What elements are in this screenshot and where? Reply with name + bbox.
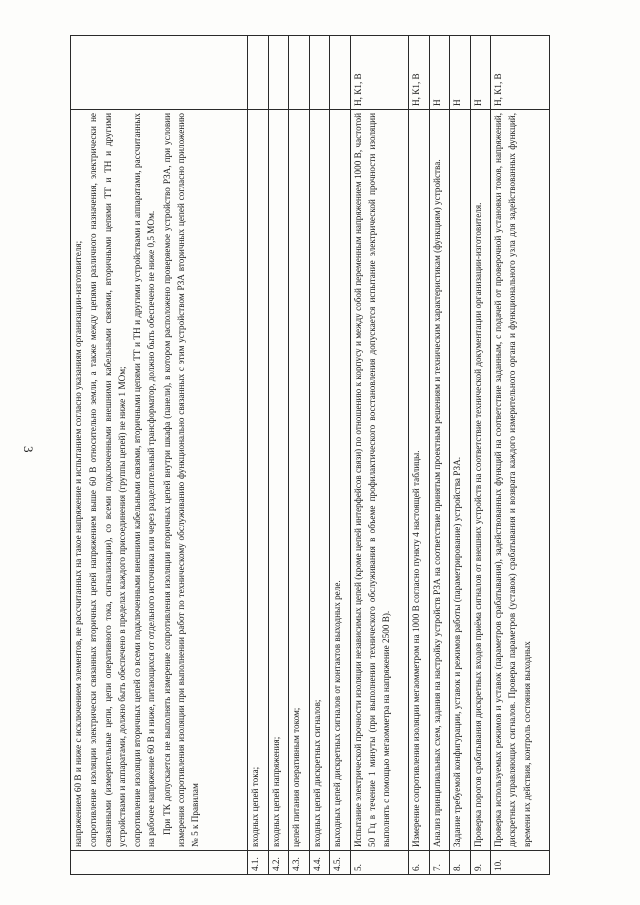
row-number-cell: 6. — [409, 851, 429, 875]
requirement-paragraph: Измерение сопротивления изоляции мегаомметром на 1000 В согласно пункту 4 настоящей таблицы. — [411, 450, 422, 847]
table-row — [248, 36, 268, 875]
row-number-cell: 4.4. — [309, 851, 329, 875]
row-number-cell: 4.2. — [268, 851, 288, 875]
requirement-text-cell — [450, 110, 470, 851]
row-number-cell: 4.3. — [289, 851, 309, 875]
requirement-paragraph: сопротивление изоляции электрически связанных вторичных цепей напряжением выше 60 В относительно земли, а также между цепями различного назначения, электрически не связанными (измерительные цепи, цепи оперативного тока, сигнализации), со всеми подключенными внешними кабельными связями, вторичными цепями ТТ и ТН и другими устройствами и аппаратами, должно быть обеспечено в пределах каждого присоединения (группы цепей) не ниже 1 МОм; — [88, 113, 127, 847]
row-number-cell: 4.1. — [248, 851, 268, 875]
requirement-text-cell — [470, 110, 490, 851]
row-number-cell: 4.5. — [330, 851, 350, 875]
requirement-paragraph: входных цепей дискретных сигналов; — [311, 699, 322, 847]
maintenance-type-cell — [309, 36, 329, 110]
row-number-cell — [71, 851, 248, 875]
table-row — [309, 36, 329, 875]
row-number-cell: 7. — [429, 851, 449, 875]
requirement-text-cell — [330, 110, 350, 851]
maintenance-type-cell: Н, К1, В — [491, 36, 550, 110]
requirement-text-cell — [268, 110, 288, 851]
maintenance-type-cell: Н, К1, В — [409, 36, 429, 110]
requirement-paragraph: входных цепей напряжения; — [270, 736, 281, 847]
row-number-cell: 5. — [350, 851, 409, 875]
requirement-text-cell — [71, 110, 248, 851]
maintenance-type-cell — [289, 36, 309, 110]
rotated-table-container — [70, 35, 550, 875]
requirement-text-cell — [429, 110, 449, 851]
table-row — [350, 36, 409, 875]
table-row — [409, 36, 429, 875]
requirement-paragraph: сопротивление изоляции вторичных цепей со всеми подключенными внешними кабельными связями, вторичными цепями ТТ и ТН и другими устройствами и аппаратами, рассчитанных на рабочее напряжение 60 В и ниже, питающихся от отдельного источника или через разделительный трансформатор, должно быть обеспечено не ниже 0,5 МОм. — [132, 113, 157, 847]
maintenance-type-cell — [248, 36, 268, 110]
table-row — [429, 36, 449, 875]
requirement-text-cell — [350, 110, 409, 851]
table-row — [450, 36, 470, 875]
requirement-paragraph: входных цепей тока; — [250, 766, 261, 847]
requirement-paragraph: При ТК допускается не выполнять измерение сопротивления изоляции вторичных цепей внутри шкафа (панели), в котором расположено проверяемое устройство РЗА, при условии измерения сопротивления изоляции при выполнении работ по техническому обслуживанию функционально связанных с этим устройством РЗА вторичных цепей согласно приложению № 5 к Правилам — [161, 113, 200, 847]
requirement-text-cell — [248, 110, 268, 851]
maintenance-type-cell: Н — [470, 36, 490, 110]
maintenance-type-cell — [268, 36, 288, 110]
requirement-paragraph: выходных цепей дискретных сигналов от контактов выходных реле. — [332, 580, 343, 847]
maintenance-type-cell: Н — [450, 36, 470, 110]
requirement-paragraph: Задание требуемой конфигурации, уставок и режимов работы (параметрирование) устройства РЗА. — [452, 456, 463, 847]
table-row — [289, 36, 309, 875]
requirement-paragraph: Испытание электрической прочности изоляции независимых цепей (кроме цепей интерфейсов связи) по отношению к корпусу и между собой переменным напряжением 1000 В, частотой 50 Гц в течение 1 минуты (при выполнении технического обслуживания в объеме профилактического восстановления допускается испытание электрической прочности изоляции выполнять с помощью мегаомметра на напряжение 2500 В). — [352, 113, 392, 847]
requirement-text-cell — [289, 110, 309, 851]
requirement-paragraph: Проверка используемых режимов и уставок (параметров срабатывания), задействованных функций на соответствие заданным, с подачей от проверочной установки токов, напряжений, дискретных управляющих сигналов. Проверка параметров (уставок) срабатывания и возврата каждого измерительного органа и функционального узла для задействованных функций, времени их действия, контроль состояния выходных — [493, 113, 532, 847]
row-number-cell: 8. — [450, 851, 470, 875]
maintenance-type-cell — [330, 36, 350, 110]
maintenance-type-cell: Н, К1, В — [350, 36, 409, 110]
requirement-text-cell — [409, 110, 429, 851]
table-row — [71, 36, 248, 875]
row-number-cell: 10. — [491, 851, 550, 875]
requirement-text-cell — [491, 110, 550, 851]
requirement-text-cell — [309, 110, 329, 851]
maintenance-type-cell: Н — [429, 36, 449, 110]
row-number-cell: 9. — [470, 851, 490, 875]
requirement-paragraph: Проверка порогов срабатывания дискретных входов приёма сигналов от внешних устройств на соответствие технической документации организации-изготовителя. — [472, 202, 483, 847]
requirement-paragraph: Анализ принципиальных схем, задания на настройку устройств РЗА на соответствие принятым проектным решениям и техническим характеристикам (функциям) устройства. — [431, 159, 442, 847]
table-row — [330, 36, 350, 875]
requirements-table — [70, 35, 550, 875]
table-row — [491, 36, 550, 875]
maintenance-type-cell — [71, 36, 248, 110]
table-row — [470, 36, 490, 875]
table-row — [268, 36, 288, 875]
requirement-paragraph: цепей питания оперативным током; — [291, 707, 302, 847]
page-number: 3 — [21, 446, 36, 453]
requirement-paragraph: напряжением 60 В и ниже с исключением элементов, не рассчитанных на такое напряжение и испытанием согласно указаниям организации-изготовителя; — [73, 240, 83, 847]
